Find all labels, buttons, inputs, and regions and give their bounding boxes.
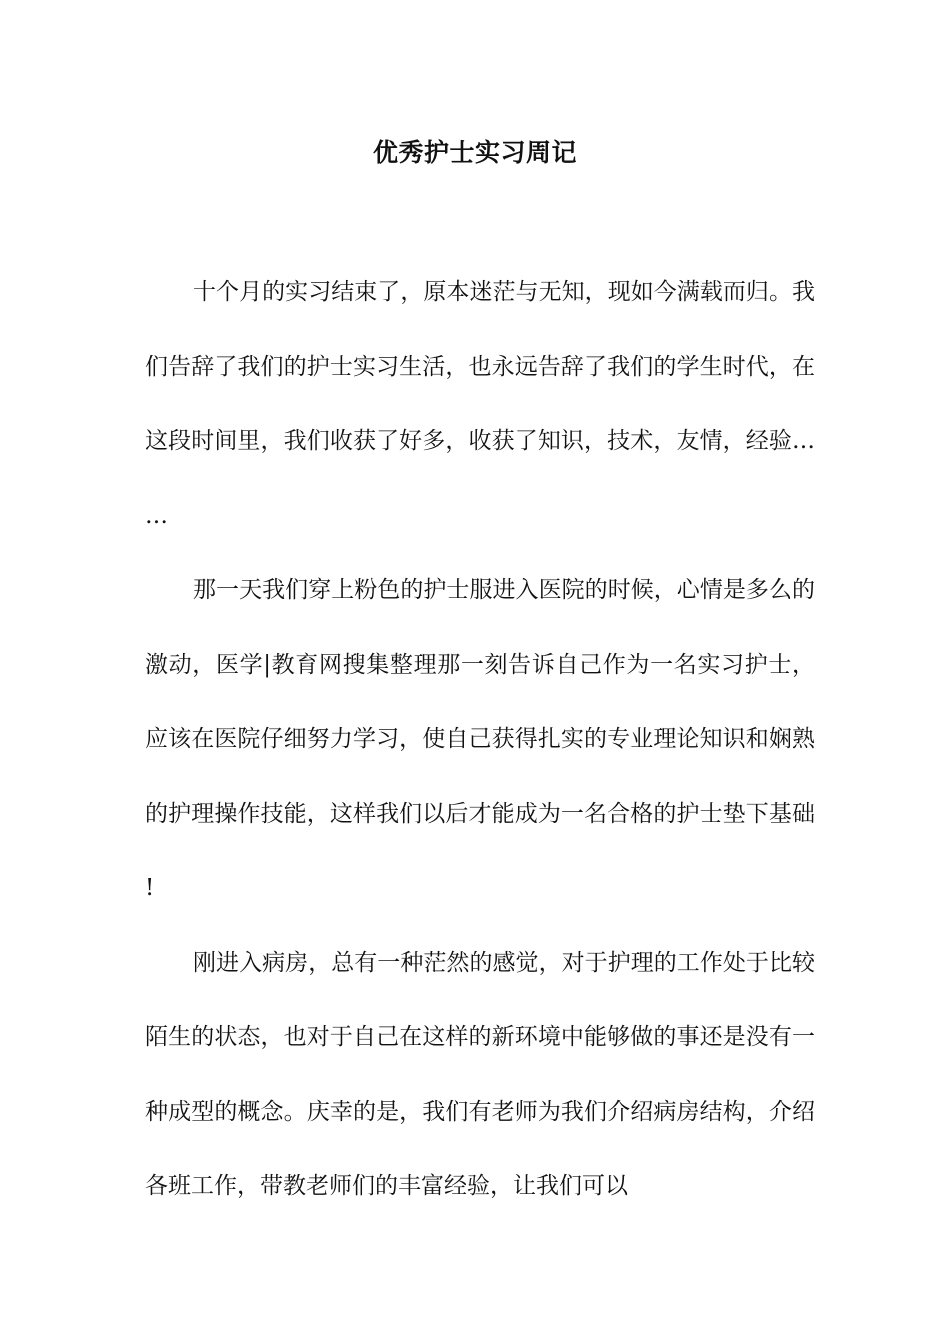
- paragraph-entering-ward: 刚进入病房，总有一种茫然的感觉，对于护理的工作处于比较陌生的状态，也对于自己在这样的新环境中能够做的事还是没有一种成型的概念。庆幸的是，我们有老师为我们介绍病房结构，介绍各班工作，带教老师们的丰富经验，让我们可以: [145, 949, 815, 1199]
- paragraph-internship-end: 十个月的实习结束了，原本迷茫与无知，现如今满载而归。我们告辞了我们的护士实习生活，也永远告辞了我们的学生时代，在这段时间里，我们收获了好多，收获了知识，技术，友情，经验……: [145, 279, 815, 529]
- document-body: [145, 255, 815, 1224]
- paragraph-first-day: 那一天我们穿上粉色的护士服进入医院的时候，心情是多么的激动，医学|教育网搜集整理那一刻告诉自己作为一名实习护士，应该在医院仔细努力学习，使自己获得扎实的专业理论知识和娴熟的护理操作技能，这样我们以后才能成为一名合格的护士垫下基础!: [145, 577, 815, 901]
- document-title: 优秀护士实习周记: [372, 138, 577, 167]
